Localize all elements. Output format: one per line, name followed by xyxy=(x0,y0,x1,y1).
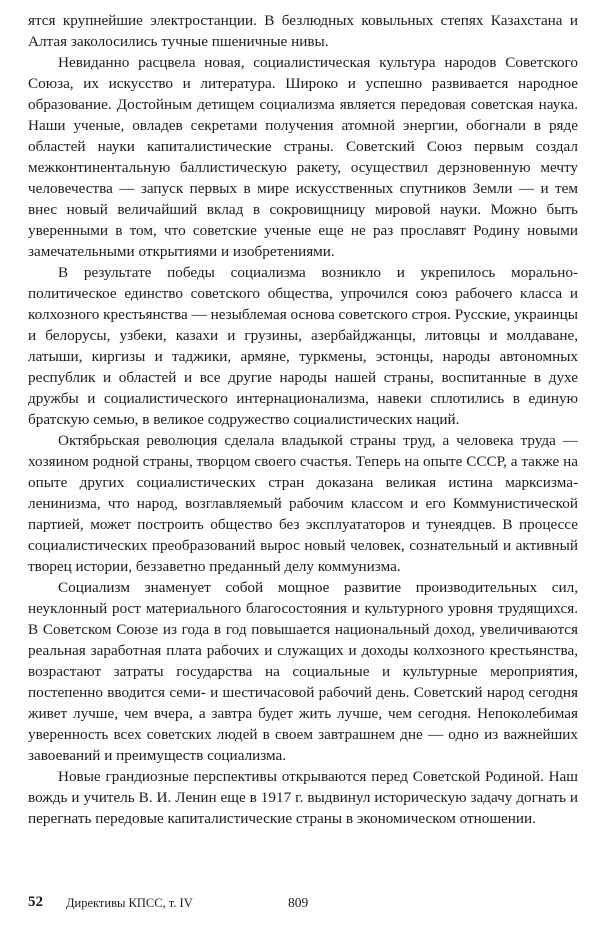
paragraph-6: Новые грандиозные перспективы открываются перед Советской Родиной. Наш вождь и учитель В. И. Ленин еще в 1917 г. выдвинул историческую задачу догнать и перегнать передовые капиталистические страны в экономическом отношении. xyxy=(28,768,578,827)
paragraph-4: Октябрьская революция сделала владыкой страны труд, а человека труда — хозяином родной страны, творцом своего счастья. Теперь на опыте СССР, а также на опыте других социалистических стран доказана великая истина марксизма-ленинизма, что народ, возглавляемый рабочим классом и его Коммунистической партией, может построить общество без эксплуататоров и тунеядцев. В процессе социалистических преобразований вырос новый человек, сознательный и активный творец истории, беззаветно преданный делу коммунизма. xyxy=(28,432,578,575)
page-footer xyxy=(28,894,578,916)
paragraph-5: Социализм знаменует собой мощное развитие производительных сил, неуклонный рост материального благосостояния и культурного уровня трудящихся. В Советском Союзе из года в год повышается национальный доход, увеличиваются реальная заработная плата рабочих и служащих и доходы колхозного крестьянства, возрастают затраты государства на социальные и культурные мероприятия, постепенно вводится семи- и шестичасовой рабочий день. Советский народ сегодня живет лучше, чем вчера, а завтра будет жить лучше, чем сегодня. Непоколебимая уверенность всех советских людей в своем завтрашнем дне — одно из важнейших завоеваний и преимуществ социализма. xyxy=(28,579,578,764)
page-number: 52 xyxy=(28,894,43,910)
paragraph-3: В результате победы социализма возникло и укрепилось морально-политическое единство советского общества, упрочился союз рабочего класса и колхозного крестьянства — незыблемая основа советского строя. Русские, украинцы и белорусы, узбеки, казахи и грузины, азербайджанцы, литовцы и молдаване, латыши, киргизы и таджики, армяне, туркмены, эстонцы, народы автономных республик и областей и все другие народы нашей страны, воспитанные в духе дружбы и социалистического интернационализма, навеки сплотились в единую братскую семью, в великое содружество социалистических наций. xyxy=(28,264,578,428)
signature-mark: 809 xyxy=(288,895,309,910)
document-body xyxy=(28,10,578,829)
paragraph-2: Невиданно расцвела новая, социалистическая культура народов Советского Союза, их искусство и литература. Широко и успешно развивается народное образование. Достойным детищем социализма является передовая советская наука. Наши ученые, овладев секретами получения атомной энергии, обогнали в ряде областей науки капиталистические страны. Советский Союз первым создал межконтинентальную баллистическую ракету, осуществил дерзновенную мечту человечества — запуск первых в мире искусственных спутников Земли — и тем внес новый величайший вклад в сокровищницу мировой науки. Можно быть уверенными в том, что советские ученые еще не раз прославят Родину новыми замечательными открытиями и изобретениями. xyxy=(28,54,578,260)
paragraph-1: ятся крупнейшие электростанции. В безлюдных ковыльных степях Казахстана и Алтая заколосились тучные пшеничные нивы. xyxy=(28,12,578,50)
running-title: Директивы КПСС, т. IV xyxy=(66,896,193,910)
